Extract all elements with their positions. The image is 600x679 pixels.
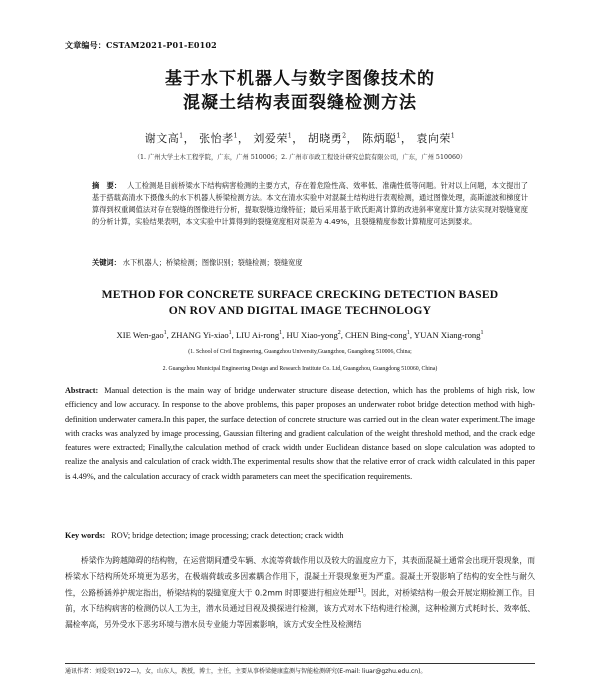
article-number: 文章编号：CSTAM2021-P01-E0102 <box>65 40 217 50</box>
author-affil-mark: 1 <box>406 330 410 337</box>
chinese-abstract <box>92 180 528 228</box>
author-name: 陈炳聪 <box>362 132 397 145</box>
chinese-keywords <box>92 258 528 268</box>
author-affil-mark: 1 <box>163 330 167 337</box>
body-text-start: 桥梁作为跨越障碍的结构物，在运营期间遭受车辆、水流等荷载作用以及较大的温度应力下，其表面混凝土通常会出现开裂现象，而桥梁水下结构所处环境更为恶劣，在极端荷载或多因素耦合作用下，混凝土开裂现象更为严重。混凝土开裂影响了结构的安全性与耐久性，公路桥涵养护规定指出，桥梁结构的裂缝宽度大于 0.2mm 时即要进行相应处理 <box>65 556 535 598</box>
chinese-keywords-label: 关键词： <box>92 258 121 267</box>
author-affil-mark: 1 <box>480 330 484 337</box>
footnote: 通讯作者：刘爱荣(1972—)，女，山东人，教授，博士，主任，主要从事桥梁健康监测与智能检测研究(E-mail: liuar@gzhu.edu.cn)。 <box>65 668 427 675</box>
body-text-rest: 。因此，对桥梁结构一般会开展定期检测工作。目前，水下结构病害的检测仍以人工为主，潜水员通过目视及摸探进行检测，该方式对水下结构进行检测，这种检测方式耗时长、效率低、漏检率高，另外受水下恶劣环境与潜水员专业能力等因素影响，该方式安全性及检测结 <box>65 588 536 629</box>
chinese-abstract-text: 人工检测是目前桥梁水下结构病害检测的主要方式，存在着危险性高、效率低、准确性低等问题。针对以上问题，本文提出了基于搭载高清水下摄像头的水下机器人桥梁检测方法。本文在清水实验中对混凝土结构进行表观检测，通过图像处理，高斯滤波和梯度计算得到权重阈值法对存在裂缝的图像进行分析，提取裂缝边缘特征；最后采用基于欧氏距离计算的改进斜率宽度计算方法实现对裂缝宽度的分析计算，实验结果表明，本文实验中计算得到的裂缝宽度相对误差为 4.49%，且裂缝精度参数计算精度可达到要求。 <box>92 181 528 226</box>
chinese-abstract-label: 摘 要： <box>92 181 122 190</box>
chinese-affiliation: （1. 广州大学土木工程学院，广东，广州 510006；2. 广州市市政工程设计研究总院有限公司，广东，广州 510060） <box>133 154 467 161</box>
english-keywords-text: ROV; bridge detection; image processing; crack detection; crack width <box>111 531 344 540</box>
author-name: LIU Ai-rong <box>235 330 280 340</box>
english-affiliation-1: (1. School of Civil Engineering, Guangzhou University,Guangzhou, Guangdong 510006, China; <box>188 349 412 355</box>
english-abstract-label: Abstract: <box>65 386 99 395</box>
author-affil-mark: 1 <box>279 330 283 337</box>
author-name: HU Xiao-yong <box>286 330 338 340</box>
author-name: 张怡孝 <box>199 132 234 145</box>
author-name: CHEN Bing-cong <box>345 330 407 340</box>
english-keywords-label: Key words: <box>65 531 106 540</box>
english-abstract <box>65 384 535 484</box>
chinese-title-line-2: 混凝土结构表面裂缝检测方法 <box>183 93 417 113</box>
author-affil-mark: 1 <box>396 132 401 140</box>
footnote-divider <box>65 663 535 664</box>
author-affil-mark: 1 <box>287 132 293 140</box>
chinese-title-line-1: 基于水下机器人与数字图像技术的 <box>165 69 435 89</box>
chinese-authors: 谢文高$^1$， 张怡孝$^1$， 刘爱荣$^1$， 胡晓勇$^2$， 陈炳聪$^1$， 袁向荣$^1$ <box>144 132 456 145</box>
english-authors: XIE Wen-gao$^1$, ZHANG Yi-xiao$^1$, LIU Ai-rong$^1$, HU Xiao-yong$^2$, CHEN Bing-cong$^1$, YUAN Xiang-rong$^1$ <box>116 330 484 340</box>
author-affil-mark: 1 <box>233 132 238 140</box>
author-affil-mark: 2 <box>342 132 347 140</box>
citation-mark: [1] <box>355 588 364 595</box>
author-name: 谢文高 <box>144 132 180 145</box>
english-abstract-text: Manual detection is the main way of bridge underwater structure disease detection, which has the problems of high risk, low efficiency and low accuracy. In response to the above problems, this paper proposes an underwater robot bridge detection method with high-definition underwater camera.In this paper, the surface detection of concrete structure was carried out in the clean water experiment.The image with cracks was analyzed by image processing, Gaussian filtering and gradient calculation of the weight threshold method, and the crack edge features were extracted; Finally,the calculation method of crack width under Euclidean distance based on slope calculation was adopted to realize the analysis and calculation of crack width.The experimental results show that the relative error of crack width calculated in this paper is 4.49%, and the calculation accuracy of crack width parameters can meet the specification requirements. <box>65 386 535 481</box>
author-name: 袁向荣 <box>416 132 451 145</box>
author-affil-mark: 2 <box>337 330 341 337</box>
author-name: 胡晓勇 <box>307 132 343 145</box>
author-affil-mark: 1 <box>450 132 456 140</box>
author-affil-mark: 1 <box>179 132 184 140</box>
author-name: ZHANG Yi-xiao <box>170 330 229 340</box>
body-paragraph <box>65 553 535 633</box>
author-name: YUAN Xiang-rong <box>413 330 481 340</box>
english-affiliation-2: 2. Guangzhou Municipal Engineering Design and Research Institute Co. Ltd, Guangzhou, Guangdong 510060, China) <box>162 366 438 372</box>
english-keywords <box>65 531 535 540</box>
english-title-line-2: ON ROV AND DIGITAL IMAGE TECHNOLOGY <box>168 304 432 317</box>
author-affil-mark: 1 <box>228 330 232 337</box>
author-name: XIE Wen-gao <box>116 330 164 340</box>
english-title-line-1: METHOD FOR CONCRETE SURFACE CRECKING DETECTION BASED <box>101 288 499 301</box>
author-name: 刘爱荣 <box>253 132 288 145</box>
chinese-keywords-text: 水下机器人；桥梁检测；图像识别；裂缝检测；裂缝宽度 <box>122 258 303 267</box>
